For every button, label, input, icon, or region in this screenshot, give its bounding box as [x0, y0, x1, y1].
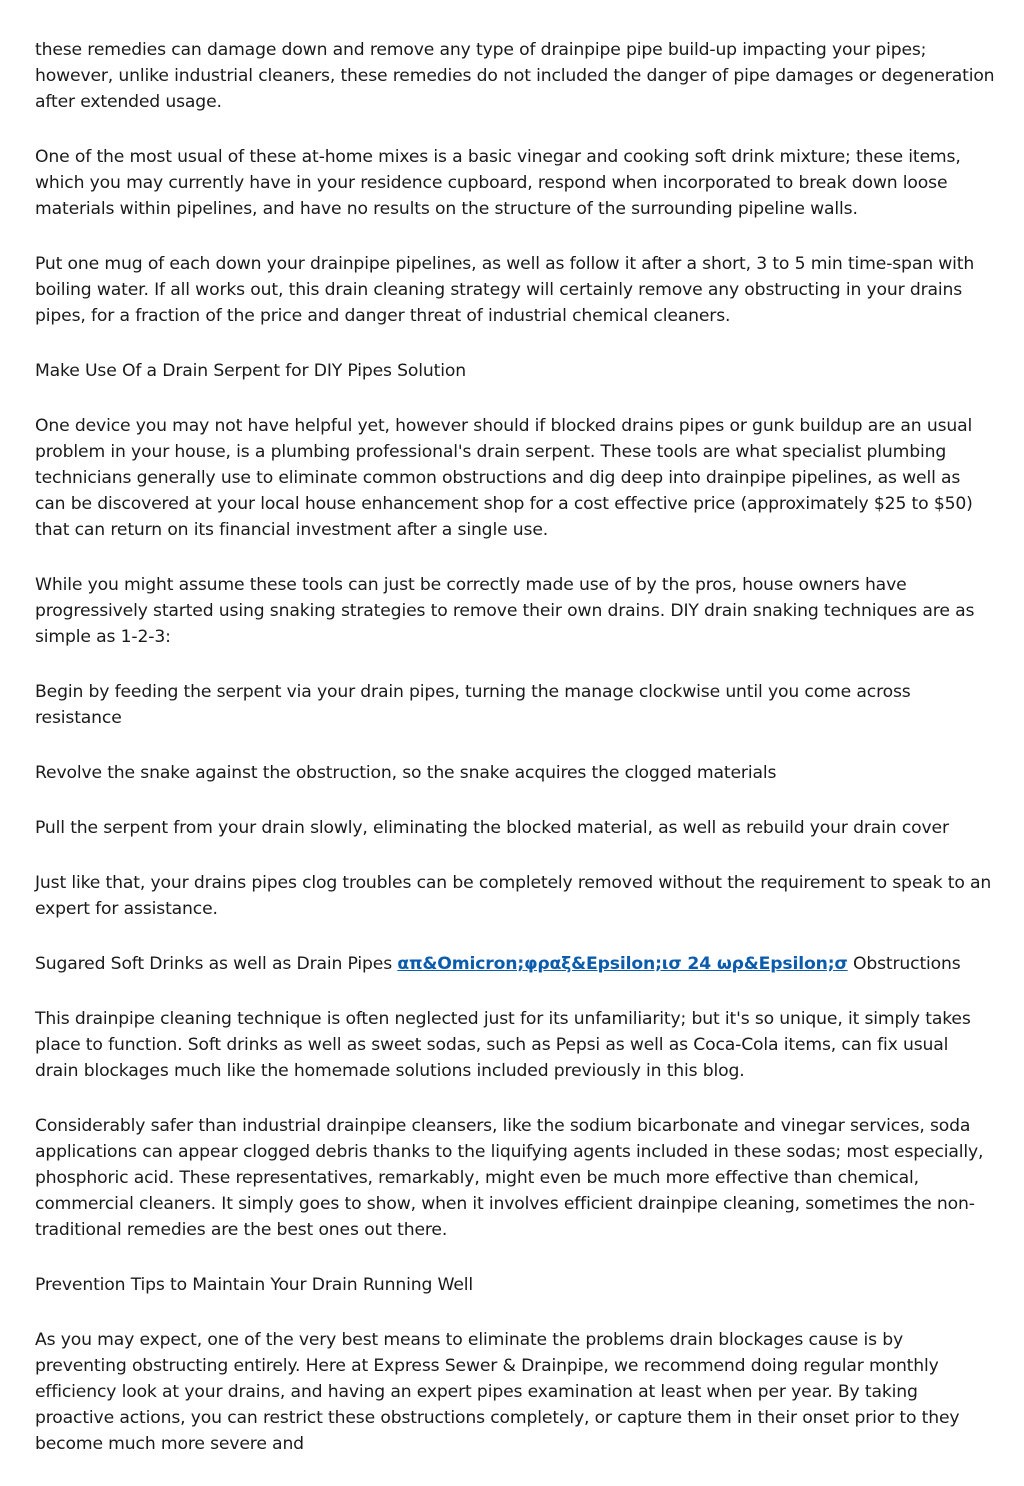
article-body	[35, 37, 995, 1486]
paragraph-soda-applications: Considerably safer than industrial drainpipe cleansers, like the sodium bicarbonate and vinegar services, soda applications can appear clogged debris thanks to the liquifying agents included in these sodas; most especially, phosphoric acid. These representatives, remarkably, might even be much more effective than chemical, commercial cleaners. It simply goes to show, when it involves efficient drainpipe cleaning, sometimes the non-traditional remedies are the best ones out there.	[35, 1116, 984, 1240]
paragraph-boiling-water: Put one mug of each down your drainpipe pipelines, as well as follow it after a short, 3 to 5 min time-span with boiling water. If all works out, this drain cleaning strategy will certainly remove any obstructing in your drains pipes, for a fraction of the price and danger threat of industrial chemical cleaners.	[35, 254, 975, 326]
paragraph-snaking-strategies: While you might assume these tools can just be correctly made use of by the pros, house owners have progressively started using snaking strategies to remove their own drains. DIY drain snaking techniques are as simple as 1-2-3:	[35, 575, 975, 647]
paragraph-prevention: As you may expect, one of the very best means to eliminate the problems drain blockages cause is by preventing obstructing entirely. Here at Express Sewer & Drainpipe, we recommend doing regular monthly efficiency look at your drains, and having an expert pipes examination at least when per year. By taking proactive actions, you can restrict these obstructions completely, or capture them in their onset prior to they become much more severe and	[35, 1330, 960, 1454]
paragraph-drain-serpent-device: One device you may not have helpful yet, however should if blocked drains pipes or gunk buildup are an usual problem in your house, is a plumbing professional's drain serpent. These tools are what specialist plumbing technicians generally use to eliminate common obstructions and dig deep into drainpipe pipelines, as well as can be discovered at your local house enhancement shop for a cost effective price (approximately $25 to $50) that can return on its financial investment after a single use.	[35, 416, 973, 540]
step-feed-serpent: Begin by feeding the serpent via your drain pipes, turning the manage clockwise until you come across resistance	[35, 682, 911, 728]
paragraph-just-like-that: Just like that, your drains pipes clog troubles can be completely removed without the requirement to speak to an expert for assistance.	[35, 873, 992, 919]
step-revolve-snake: Revolve the snake against the obstruction, so the snake acquires the clogged materials	[35, 763, 777, 783]
heading-prevention-tips: Prevention Tips to Maintain Your Drain Running Well	[35, 1275, 474, 1295]
heading-sugared-soft-drinks	[35, 951, 995, 977]
paragraph-vinegar-mixture: One of the most usual of these at-home mixes is a basic vinegar and cooking soft drink mixture; these items, which you may currently have in your residence cupboard, respond when incorporated to break down loose materials within pipelines, and have no results on the structure of the surrounding pipeline walls.	[35, 147, 961, 219]
step-pull-serpent: Pull the serpent from your drain slowly, eliminating the blocked material, as well as rebuild your drain cover	[35, 818, 949, 838]
paragraph-soft-drinks-technique: This drainpipe cleaning technique is often neglected just for its unfamiliarity; but it's so unique, it simply takes place to function. Soft drinks as well as sweet sodas, such as Pepsi as well as Coca-Cola items, can fix usual drain blockages much like the homemade solutions included previously in this blog.	[35, 1009, 971, 1081]
heading-text-before-link: Sugared Soft Drinks as well as Drain Pipes	[35, 954, 398, 974]
heading-drain-serpent: Make Use Of a Drain Serpent for DIY Pipes Solution	[35, 361, 466, 381]
heading-text-after-link: Obstructions	[847, 954, 961, 974]
inline-link[interactable]: απ&Omicron;φραξ&Epsilon;ισ 24 ωρ&Epsilon;σ	[397, 954, 848, 974]
paragraph-remedies: these remedies can damage down and remove any type of drainpipe pipe build-up impacting your pipes; however, unlike industrial cleaners, these remedies do not included the danger of pipe damages or degeneration after extended usage.	[35, 40, 995, 112]
